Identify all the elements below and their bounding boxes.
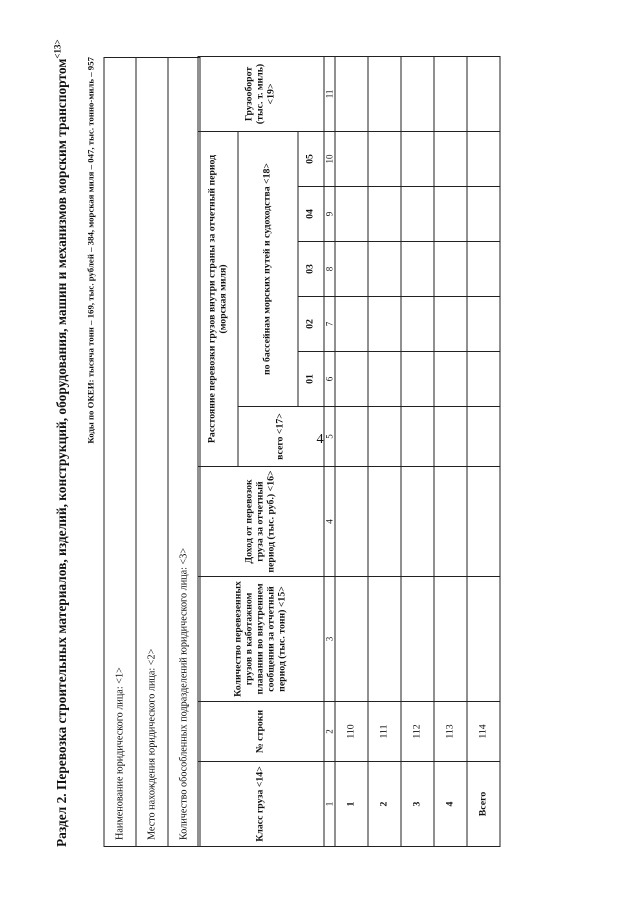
value-cell — [467, 352, 500, 407]
value-cell — [401, 131, 434, 186]
value-cell — [434, 467, 467, 577]
column-number: 1 — [324, 762, 335, 847]
line-number-cell: 114 — [467, 702, 500, 762]
value-cell — [401, 187, 434, 242]
value-cell — [368, 467, 401, 577]
value-cell — [434, 56, 467, 131]
value-cell — [401, 467, 434, 577]
header-distance-total: всего <17> — [238, 407, 324, 467]
value-cell — [335, 297, 368, 352]
value-cell — [368, 407, 401, 467]
value-cell — [368, 131, 401, 186]
line-number-cell: 112 — [401, 702, 434, 762]
header-turnover: Грузооборот (тыс. т. миль) <19> — [198, 56, 324, 131]
value-cell — [335, 407, 368, 467]
header-basin-05: 05 — [298, 131, 324, 186]
legal-entity-name-field: Наименование юридического лица: <1> — [105, 58, 137, 846]
header-distance: Расстояние перевозки грузов внутри страны за отчетный период (морская миля) — [198, 131, 238, 466]
value-cell — [467, 242, 500, 297]
value-cell — [401, 242, 434, 297]
value-cell — [434, 187, 467, 242]
header-row-number: № строки — [198, 702, 324, 762]
value-cell — [335, 352, 368, 407]
value-cell — [335, 187, 368, 242]
value-cell — [467, 131, 500, 186]
value-cell — [467, 187, 500, 242]
info-block — [104, 57, 201, 847]
value-cell — [368, 352, 401, 407]
cargo-class-cell: Всего — [467, 762, 500, 847]
line-number-cell: 111 — [368, 702, 401, 762]
header-by-basin: по бассейнам морских путей и судоходства <18> — [238, 131, 298, 406]
branches-count-field: Количество обособленных подразделений юридического лица: <3> — [178, 547, 190, 840]
value-cell — [335, 577, 368, 702]
section-title: Раздел 2. Перевозка строительных материалов, изделий, конструкций, оборудования, машин и механизмов морским транспортом$^{<13>}$ — [52, 39, 69, 847]
header-income: Доход от перевозок груза за отчетный период (тыс. руб.) <16> — [198, 467, 324, 577]
value-cell — [401, 56, 434, 131]
column-number: 4 — [324, 467, 335, 577]
value-cell — [401, 577, 434, 702]
value-cell — [467, 407, 500, 467]
value-cell — [368, 297, 401, 352]
column-number: 2 — [324, 702, 335, 762]
header-quantity: Количество перевезенных грузов в каботажном плавании во внутреннем сообщении за отчетный период (тыс. тонн) <15> — [198, 577, 324, 702]
transport-table — [198, 56, 501, 847]
column-number: 7 — [324, 297, 335, 352]
cargo-class-cell: 3 — [401, 762, 434, 847]
legal-entity-location-field: Место нахождения юридического лица: <2> — [137, 58, 169, 846]
value-cell — [467, 297, 500, 352]
header-basin-02: 02 — [298, 297, 324, 352]
value-cell — [434, 242, 467, 297]
page-number: 4 — [316, 432, 324, 447]
value-cell — [335, 242, 368, 297]
rotated-form — [48, 39, 593, 847]
value-cell — [434, 352, 467, 407]
cargo-class-cell: 1 — [335, 762, 368, 847]
value-cell — [335, 56, 368, 131]
column-number: 3 — [324, 577, 335, 702]
column-number: 8 — [324, 242, 335, 297]
header-basin-04: 04 — [298, 187, 324, 242]
table-row — [401, 56, 434, 846]
value-cell — [467, 467, 500, 577]
value-cell — [368, 56, 401, 131]
table-row-total — [467, 56, 500, 846]
column-number: 5 — [324, 407, 335, 467]
header-basin-01: 01 — [298, 352, 324, 407]
value-cell — [434, 297, 467, 352]
column-number: 6 — [324, 352, 335, 407]
line-number-cell: 113 — [434, 702, 467, 762]
value-cell — [467, 577, 500, 702]
header-cargo-class: Класс груза <14> — [198, 762, 324, 847]
value-cell — [434, 407, 467, 467]
okei-codes: Коды по ОКЕИ: тысяча тонн – 169, тыс. рублей – 384, морская миля – 047, тыс. тонно-миль – 957 — [85, 57, 96, 444]
value-cell — [368, 187, 401, 242]
cargo-class-cell: 2 — [368, 762, 401, 847]
value-cell — [368, 242, 401, 297]
value-cell — [434, 131, 467, 186]
line-number-cell: 110 — [335, 702, 368, 762]
column-number-row — [324, 56, 335, 846]
value-cell — [335, 131, 368, 186]
cargo-class-cell: 4 — [434, 762, 467, 847]
column-number: 9 — [324, 187, 335, 242]
value-cell — [335, 467, 368, 577]
value-cell — [467, 56, 500, 131]
column-number: 10 — [324, 131, 335, 186]
value-cell — [401, 352, 434, 407]
table-row — [434, 56, 467, 846]
value-cell — [401, 297, 434, 352]
table-row — [335, 56, 368, 846]
title-footnote: <13> — [52, 39, 63, 59]
header-basin-03: 03 — [298, 242, 324, 297]
value-cell — [434, 577, 467, 702]
value-cell — [401, 407, 434, 467]
table-row — [368, 56, 401, 846]
column-number: 11 — [324, 56, 335, 131]
value-cell — [368, 577, 401, 702]
